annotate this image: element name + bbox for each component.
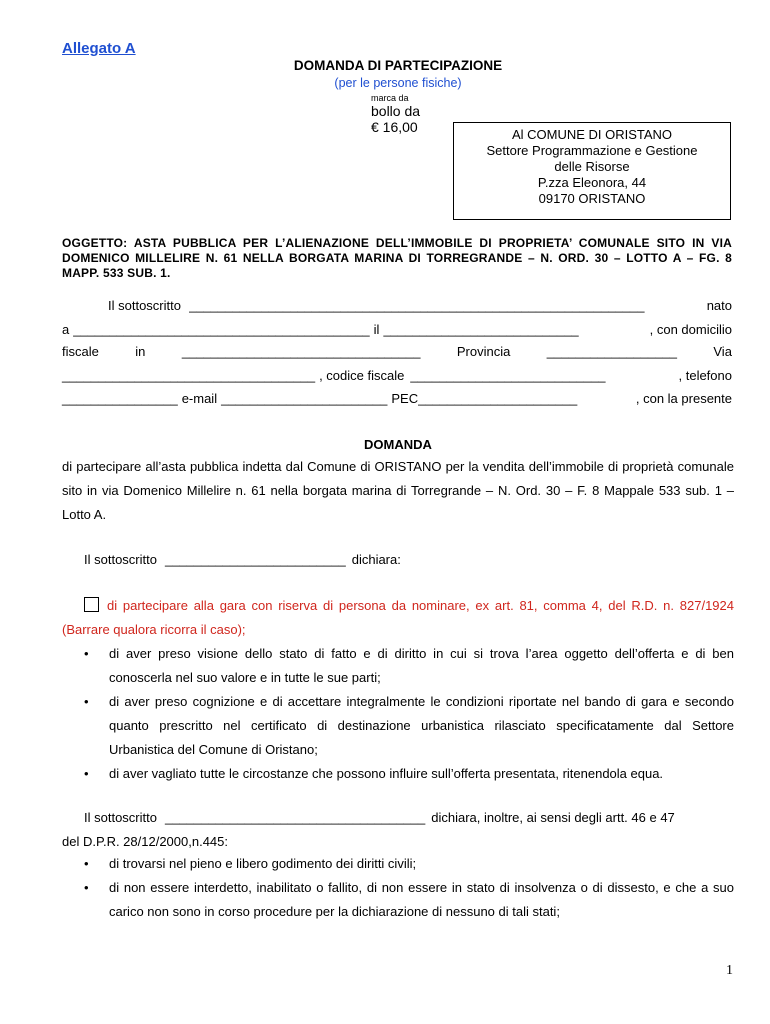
list-item: • di aver vagliato tutte le circostanze che possono influire sull’offerta presentata, ritenendola equa. <box>62 762 734 786</box>
nato-label: nato <box>706 298 732 313</box>
telefono-label: , telefono <box>678 368 732 383</box>
pec-blank[interactable]: ______________________ <box>418 391 578 406</box>
riserva-option <box>62 594 734 642</box>
bollo-label <box>371 103 420 135</box>
address-blank[interactable]: ___________________________________ <box>62 368 316 383</box>
in-label: in <box>135 344 146 359</box>
dichiara-label: dichiara: <box>351 552 401 567</box>
list-item: • di non essere interdetto, inabilitato o fallito, di non essere in stato di insolvenza o di dissesto, e che a suo carico non sono in corso procedure per la dichiarazione di nessuno di tali stati; <box>62 876 734 924</box>
riserva-checkbox[interactable] <box>84 597 99 612</box>
domicilio-label: , con domicilio <box>649 322 732 337</box>
name-blank-2[interactable]: _________________________ <box>164 552 346 567</box>
provincia-label: Provincia <box>456 344 511 359</box>
birthplace-blank[interactable]: _________________________________________ <box>73 322 370 337</box>
document-subtitle: (per le persone fisiche) <box>334 76 462 90</box>
recipient-line4: P.zza Eleonora, 44 <box>537 175 647 190</box>
domanda-text: di partecipare all’asta pubblica indetta dal Comune di ORISTANO per la vendita dell’immobile di proprietà comunale sito in via Domenico Millelire n. 61 nella borgata marina di Torregrande – N. Ord. 30 – F. 8 Mappale 533 sub. 1 – Lotto A. <box>62 459 734 522</box>
domanda-heading: DOMANDA <box>364 437 432 452</box>
name-blank-3[interactable]: ____________________________________ <box>164 810 426 825</box>
fiscale-label: fiscale <box>62 344 99 359</box>
document-title: DOMANDA DI PARTECIPAZIONE <box>293 58 503 73</box>
name-blank[interactable]: _______________________________________________________________ <box>188 298 645 313</box>
riserva-text: di partecipare alla gara con riserva di persona da nominare, ex art. 81, comma 4, del R.D. n. 827/1924 (Barrare qualora ricorra il caso); <box>62 598 734 637</box>
form-line-1 <box>62 298 732 314</box>
via-label: Via <box>713 344 732 359</box>
form-line-2 <box>62 322 732 338</box>
marca-label: marca da <box>371 93 409 103</box>
dichiara-list <box>62 642 734 786</box>
form-line-4 <box>62 368 732 384</box>
list-item: • di aver preso visione dello stato di fatto e di diritto in cui si trova l’area oggetto dell’offerta e di ben conoscerla nel suo valore e in tutte le sue parti; <box>62 642 734 690</box>
email-label: e-mail <box>181 391 218 406</box>
provincia-blank[interactable]: __________________ <box>546 344 677 359</box>
form-line-3 <box>62 344 732 360</box>
list-item: • di aver preso cognizione e di accettare integralmente le condizioni riportate nel bando di gara e secondo quanto prescritto nel certificato di destinazione urbanistica rilasciato specificatamente dal Settore Urbanistica del Comune di Oristano; <box>62 690 734 762</box>
dichiara-inoltre-line <box>62 810 732 826</box>
a-label: a <box>62 322 70 337</box>
list-item: • di trovarsi nel pieno e libero godimento dei diritti civili; <box>62 852 734 876</box>
dpr-reference: del D.P.R. 28/12/2000,n.445: <box>62 834 228 849</box>
sottoscritto-label-3: Il sottoscritto <box>84 810 157 825</box>
form-line-5 <box>62 391 732 407</box>
recipient-box <box>453 122 731 220</box>
pec-label: PEC <box>391 391 419 406</box>
comune-blank[interactable]: _________________________________ <box>181 344 421 359</box>
recipient-line1: Al COMUNE DI ORISTANO <box>511 127 673 142</box>
dichiara-inoltre-label: dichiara, inoltre, ai sensi degli artt. 46 e 47 <box>431 810 675 825</box>
oggetto-text: OGGETTO: ASTA PUBBLICA PER L’ALIENAZIONE DELL’IMMOBILE DI PROPRIETA’ COMUNALE SITO IN VIA DOMENICO MILLELIRE N. 61 NELLA BORGATA MARINA DI TORREGRANDE – N. ORD. 30 – LOTTO A – FG. 8 MAPP. 533 SUB. 1. <box>62 236 732 280</box>
bollo-amount: € 16,00 <box>371 119 418 135</box>
page-number: 1 <box>726 963 733 978</box>
bollo-line1: bollo da <box>371 103 421 119</box>
sottoscritto-label-2: Il sottoscritto <box>84 552 157 567</box>
sottoscritto-label: Il sottoscritto <box>108 298 181 313</box>
email-blank[interactable]: _______________________ <box>221 391 388 406</box>
telefono-blank[interactable]: ________________ <box>62 391 178 406</box>
codice-fiscale-blank[interactable]: ___________________________ <box>410 368 606 383</box>
dichiara-line <box>62 552 732 568</box>
birthdate-blank[interactable]: ___________________________ <box>383 322 579 337</box>
il-label: il <box>373 322 380 337</box>
recipient-line3: delle Risorse <box>554 159 630 174</box>
allegato-label: Allegato A <box>62 40 136 57</box>
con-la-presente-label: , con la presente <box>635 391 732 406</box>
dichiara-inoltre-list <box>62 852 734 924</box>
codice-fiscale-label: , codice fiscale <box>319 368 405 383</box>
recipient-line5: 09170 ORISTANO <box>538 191 646 206</box>
recipient-line2: Settore Programmazione e Gestione <box>486 143 698 158</box>
